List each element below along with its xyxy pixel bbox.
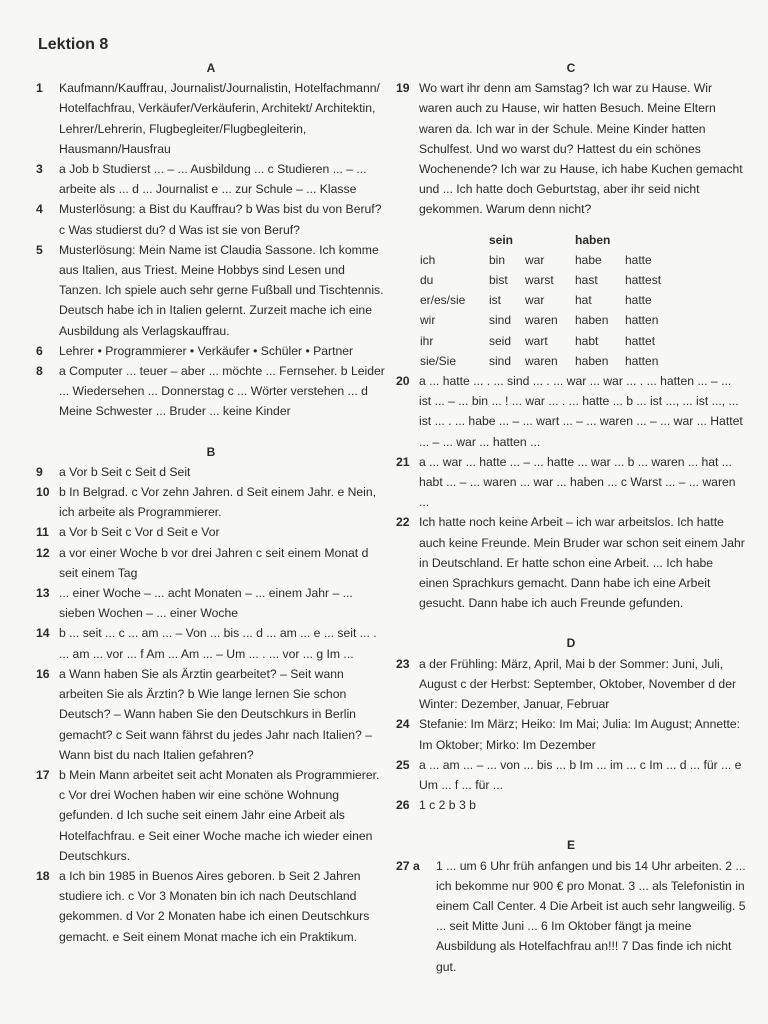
exercise-text: b In Belgrad. c Vor zehn Jahren. d Seit einem Jahr. e Nein, ich arbeite als Programmierer. bbox=[59, 485, 377, 520]
table-row bbox=[420, 250, 685, 270]
exercise-number: 5 bbox=[36, 242, 43, 257]
section-heading-e: E bbox=[566, 838, 575, 853]
table-cell: ist bbox=[489, 293, 501, 308]
exercise-text: 1 c 2 b 3 b bbox=[419, 798, 476, 813]
table-cell: hattest bbox=[625, 273, 662, 288]
exercise-5 bbox=[36, 240, 386, 341]
table-cell: hat bbox=[575, 293, 592, 308]
table-cell: hattet bbox=[625, 333, 656, 348]
table-cell: du bbox=[420, 273, 434, 288]
exercise-number: 26 bbox=[396, 798, 410, 813]
exercise-number: 21 bbox=[396, 454, 410, 469]
right-column bbox=[396, 58, 746, 977]
section-heading-c: C bbox=[566, 61, 576, 75]
exercise-text: a Ich bin 1985 in Buenos Aires geboren. b Seit 2 Jahren studiere ich. c Vor 3 Monaten bin ich nach Deutschland gekommen. d Vor 2 Monaten habe ich einen Deutschkurs gemacht. e Seit einem Monat mache ich ein Praktikum. bbox=[59, 868, 370, 944]
table-header: haben bbox=[575, 232, 611, 247]
exercise-24 bbox=[396, 714, 746, 754]
exercise-26 bbox=[396, 795, 746, 815]
table-cell: bin bbox=[489, 252, 506, 267]
exercise-9 bbox=[36, 462, 386, 482]
exercise-12 bbox=[36, 543, 386, 583]
exercise-21 bbox=[396, 452, 746, 513]
exercise-27 bbox=[396, 856, 746, 977]
exercise-text: Wo wart ihr denn am Samstag? Ich war zu Hause. Wir waren auch zu Hause, wir hatten Besuch. Meine Eltern waren da. Ich war in der Schule. Meine Kinder hatten Schulfest. Und wo warst du? Hattest du ein schönes Wochenende? Ich war zu Hause, ich habe Kuchen gemacht und ... Ich hatte doch Geburtstag, aber ihr seid nicht gekommen. Warum denn nicht? bbox=[419, 81, 743, 217]
table-row bbox=[420, 310, 685, 330]
exercise-text: a ... am ... – ... von ... bis ... b Im ... im ... c Im ... d ... für ... e Um ... f ... für ... bbox=[419, 757, 742, 792]
exercise-25 bbox=[396, 755, 746, 795]
exercise-number: 8 bbox=[36, 364, 43, 379]
exercise-14 bbox=[36, 623, 386, 663]
table-row bbox=[420, 331, 685, 351]
exercise-10 bbox=[36, 482, 386, 522]
table-cell: war bbox=[525, 293, 545, 308]
exercise-4 bbox=[36, 199, 386, 239]
exercise-17 bbox=[36, 765, 386, 866]
exercise-number: 14 bbox=[36, 626, 50, 641]
section-heading-a: A bbox=[206, 61, 216, 75]
exercise-3 bbox=[36, 159, 386, 199]
table-header bbox=[625, 230, 685, 250]
table-cell: hatten bbox=[625, 313, 659, 328]
section-heading-b: B bbox=[206, 444, 216, 459]
table-cell: er/es/sie bbox=[420, 293, 466, 308]
exercise-text: a der Frühling: März, April, Mai b der Sommer: Juni, Juli, August c der Herbst: September, Oktober, November d der Winter: Dezember, Januar, Februar bbox=[419, 656, 737, 712]
table-cell: wir bbox=[420, 313, 436, 328]
table-row bbox=[420, 270, 685, 290]
exercise-number: 6 bbox=[36, 343, 43, 358]
exercise-number: 25 bbox=[396, 757, 410, 772]
exercise-number: 18 bbox=[36, 868, 50, 883]
exercise-text: a Vor b Seit c Vor d Seit e Vor bbox=[59, 525, 220, 540]
table-cell: hatte bbox=[625, 293, 652, 308]
table-header: sein bbox=[489, 232, 514, 247]
exercise-number: 20 bbox=[396, 374, 410, 389]
table-cell: wart bbox=[525, 333, 548, 348]
exercise-13 bbox=[36, 583, 386, 623]
exercise-text: Kaufmann/Kauffrau, Journalist/Journalistin, Hotelfachmann/ Hotelfachfrau, Verkäufer/Verkäuferin, Architekt/ Architektin, Lehrer/Lehrerin, Flugbegleiter/Flugbegleiterin, Hausmann/Hausfrau bbox=[59, 81, 380, 156]
table-cell: habt bbox=[575, 333, 599, 348]
exercise-text: a vor einer Woche b vor drei Jahren c seit einem Monat d seit einem Tag bbox=[59, 545, 369, 580]
exercise-number: 12 bbox=[36, 545, 50, 560]
exercise-20 bbox=[396, 371, 746, 452]
exercise-text: b Mein Mann arbeitet seit acht Monaten als Programmierer. c Vor drei Wochen haben wir eine schöne Wohnung gefunden. d Ich suche seit einem Jahr eine Arbeit als Hotelfachfrau. e Seit einer Woche mache ich wieder einen Deutschkurs. bbox=[59, 767, 380, 863]
left-column bbox=[36, 58, 386, 947]
exercise-number: 27 a bbox=[396, 858, 420, 873]
table-header bbox=[420, 230, 489, 250]
table-cell: bist bbox=[489, 273, 508, 288]
exercise-number: 1 bbox=[36, 81, 43, 96]
exercise-number: 9 bbox=[36, 464, 43, 479]
exercise-6 bbox=[36, 341, 386, 361]
exercise-11 bbox=[36, 522, 386, 542]
exercise-1 bbox=[36, 78, 386, 159]
exercise-text: a ... hatte ... . ... sind ... . ... war ... war ... . ... hatten ... – ... ist ... – ... bin ... ! ... war ... . ... hatte ... b ... ist ..., ... ist ..., ... ist ... . ... habe ... – ... wart ... – ... waren ... – ... war ... Hattet ... – ... war ... hatten ... bbox=[419, 374, 743, 449]
exercise-23 bbox=[396, 654, 746, 715]
table-row bbox=[420, 290, 685, 310]
table-cell: habe bbox=[575, 252, 602, 267]
exercise-text: a Wann haben Sie als Ärztin gearbeitet? – Seit wann arbeiten Sie als Ärztin? b Wie lange lernen Sie schon Deutsch? – Wann haben Sie den Deutschkurs in Berlin gemacht? c Seit wann fährst du jedes Jahr nach Italien? – Wann bist du nach Italien gefahren? bbox=[59, 666, 373, 762]
table-cell: warst bbox=[525, 273, 554, 288]
table-cell: ihr bbox=[420, 333, 434, 348]
exercise-number: 11 bbox=[36, 525, 49, 540]
table-cell: sind bbox=[489, 353, 512, 368]
exercise-text: Stefanie: Im März; Heiko: Im Mai; Julia: Im August; Annette: Im Oktober; Mirko: Im Dezember bbox=[419, 717, 741, 752]
table-cell: waren bbox=[525, 353, 558, 368]
table-cell: hast bbox=[575, 273, 598, 288]
table-row bbox=[420, 351, 685, 371]
table-cell: haben bbox=[575, 313, 609, 328]
exercise-number: 17 bbox=[36, 767, 50, 782]
exercise-text: a Computer ... teuer – aber ... möchte ... Fernseher. b Leider ... Wiedersehen ... Donnerstag c ... Wörter verstehen ... d Meine Schwester ... Bruder ... keine Kinder bbox=[59, 364, 385, 419]
exercise-number: 13 bbox=[36, 586, 50, 601]
conjugation-table bbox=[420, 230, 685, 371]
exercise-number: 16 bbox=[36, 666, 50, 681]
exercise-number: 4 bbox=[36, 202, 43, 217]
table-cell: waren bbox=[525, 313, 558, 328]
exercise-number: 22 bbox=[396, 515, 410, 530]
table-cell: sie/Sie bbox=[420, 353, 457, 368]
exercise-text: Musterlösung: a Bist du Kauffrau? b Was bist du von Beruf? c Was studierst du? d Was ist sie von Beruf? bbox=[59, 202, 382, 237]
table-cell: haben bbox=[575, 353, 609, 368]
exercise-text: a Job b Studierst ... – ... Ausbildung ... c Studieren ... – ... arbeite als ... d ... Journalist e ... zur Schule – ... Klasse bbox=[59, 162, 367, 197]
exercise-text: Musterlösung: Mein Name ist Claudia Sassone. Ich komme aus Italien, aus Triest. Meine Hobbys sind Lesen und Tanzen. Ich spiele auch sehr gerne Fußball und Tischtennis. Deutsch habe ich in Italien gelernt. Zurzeit mache ich eine Ausbildung als Verlagskauffrau. bbox=[59, 242, 384, 338]
table-cell: hatte bbox=[625, 252, 652, 267]
exercise-text: a Vor b Seit c Seit d Seit bbox=[59, 464, 191, 479]
exercise-number: 23 bbox=[396, 656, 410, 671]
exercise-text: b ... seit ... c ... am ... – Von ... bis ... d ... am ... e ... seit ... . ... am ... vor ... f Am ... Am ... – Um ... . ... vor ... g Im ... bbox=[59, 626, 377, 661]
exercise-text: ... einer Woche – ... acht Monaten – ... einem Jahr – ... sieben Wochen – ... einer Woche bbox=[59, 586, 353, 621]
page-title: Lektion 8 bbox=[38, 36, 109, 53]
exercise-19 bbox=[396, 78, 746, 219]
exercise-number: 10 bbox=[36, 485, 50, 500]
exercise-text: 1 ... um 6 Uhr früh anfangen und bis 14 Uhr arbeiten. 2 ... ich bekomme nur 900 € pro Monat. 3 ... als Telefonistin in einem Call Center. 4 Die Arbeit ist auch sehr langweilig. 5 ... seit Mitte Juni ... 6 Im Oktober fängt ja meine Ausbildung als Hotelfachfrau an!!! 7 Das finde ich nicht gut. bbox=[436, 858, 746, 974]
section-heading-d: D bbox=[566, 636, 576, 651]
exercise-16 bbox=[36, 664, 386, 765]
exercise-8 bbox=[36, 361, 386, 422]
table-cell: seid bbox=[489, 333, 512, 348]
table-cell: war bbox=[525, 252, 545, 267]
exercise-text: Ich hatte noch keine Arbeit – ich war arbeitslos. Ich hatte auch keine Freunde. Mein Bruder war schon seit einem Jahr in Deutschland. Er hatte schon eine Arbeit. ... Ich habe einen Sprachkurs gemacht. Dann habe ich eine Arbeit gesucht. Dann habe ich auch Freunde gefunden. bbox=[419, 515, 745, 611]
table-cell: hatten bbox=[625, 353, 659, 368]
exercise-18 bbox=[36, 866, 386, 947]
exercise-text: Lehrer • Programmierer • Verkäufer • Schüler • Partner bbox=[59, 343, 354, 358]
exercise-number: 3 bbox=[36, 162, 43, 177]
exercise-22 bbox=[396, 512, 746, 613]
table-header bbox=[525, 230, 575, 250]
table-cell: ich bbox=[420, 252, 436, 267]
conjugation-header-row bbox=[420, 230, 685, 250]
exercise-number: 24 bbox=[396, 717, 410, 732]
table-cell: sind bbox=[489, 313, 512, 328]
exercise-number: 19 bbox=[396, 81, 410, 96]
exercise-text: a ... war ... hatte ... – ... hatte ... war ... b ... waren ... hat ... habt ... – ... waren ... war ... haben ... c Warst ... – ... waren ... bbox=[419, 454, 736, 510]
